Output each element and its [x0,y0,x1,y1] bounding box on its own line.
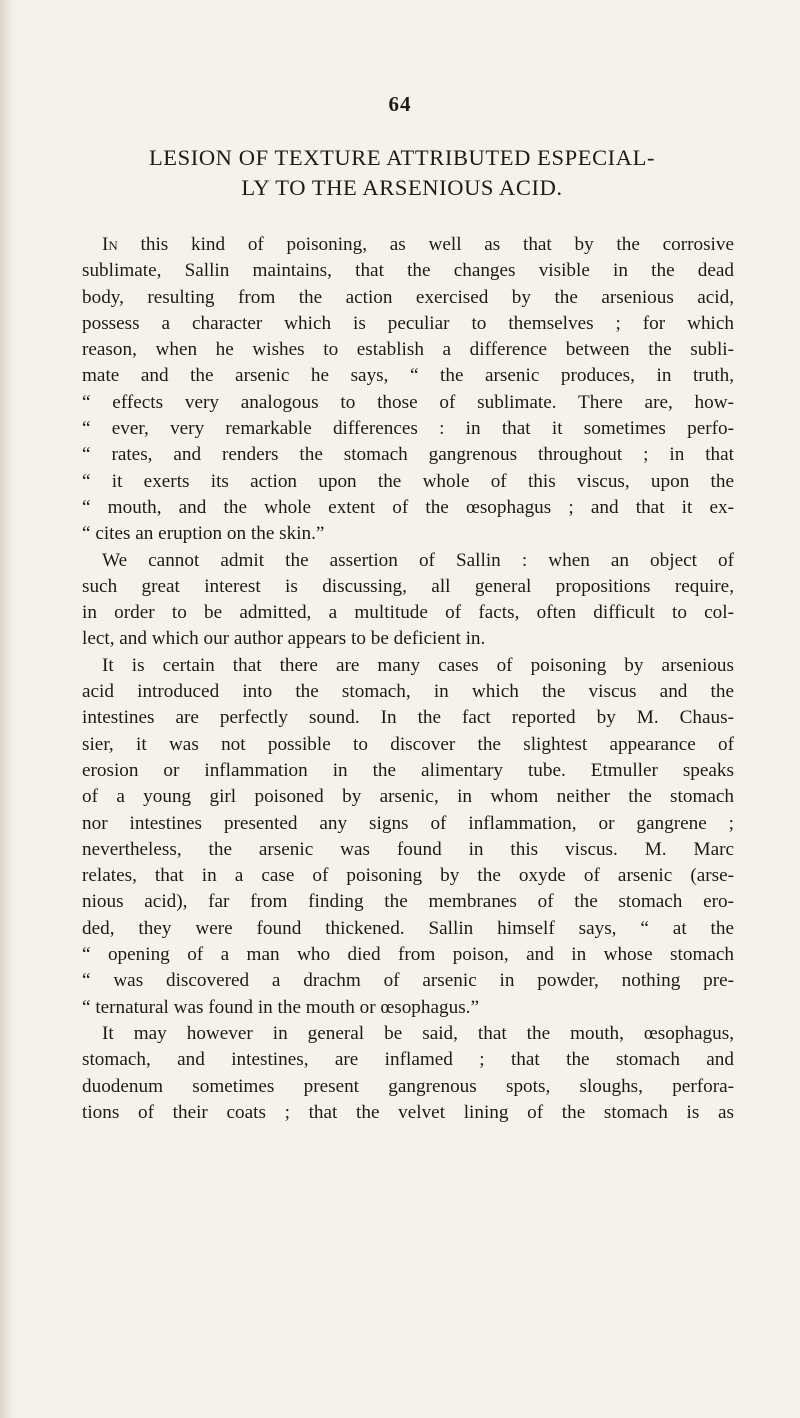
page-number: 64 [388,92,412,116]
text-line: In this kind of poisoning, as well as that by the corrosive [102,234,734,255]
text-line: reason, when he wishes to establish a difference between the subli- [82,339,734,361]
text-line: mate and the arsenic he says, “ the arsenic produces, in truth, [82,365,734,387]
text-line: duodenum sometimes present gangrenous spots, sloughs, perfora- [82,1075,734,1097]
text-line: ded, they were found thickened. Sallin himself says, “ at the [82,917,734,939]
section-heading [82,143,722,203]
text-line: such great interest is discussing, all general propositions require, [82,575,734,597]
text-line: acid introduced into the stomach, in which the viscus and the [82,681,734,703]
text-line: lect, and which our author appears to be deficient in. [82,628,486,650]
text-line: “ opening of a man who died from poison, and in whose stomach [82,944,734,966]
text-line: nor intestines presented any signs of inflammation, or gangrene ; [82,812,734,834]
text-line: It is certain that there are many cases of poisoning by arsenious [102,654,734,676]
text-line: “ was discovered a drachm of arsenic in powder, nothing pre- [82,970,734,992]
opening-word: In [102,234,118,255]
text-line: It may however in general be said, that the mouth, œsophagus, [102,1022,734,1044]
text-line: We cannot admit the assertion of Sallin : when an object of [102,549,734,571]
text-line: “ rates, and renders the stomach gangrenous throughout ; in that [82,444,734,466]
text-line: relates, that in a case of poisoning by the oxyde of arsenic (arse- [82,865,734,887]
text-line: sier, it was not possible to discover the slightest appearance of [82,733,734,755]
text-line: of a young girl poisoned by arsenic, in whom neither the stomach [82,786,734,808]
text-line: nious acid), far from finding the membranes of the stomach ero- [82,891,734,913]
text-line: body, resulting from the action exercised by the arsenious acid, [82,286,734,308]
text-line: erosion or inflammation in the alimentary tube. Etmuller speaks [82,759,734,781]
text-line: “ ternatural was found in the mouth or œsophagus.” [82,996,479,1018]
text-line: “ effects very analogous to those of sublimate. There are, how- [82,391,734,413]
text-line: sublimate, Sallin maintains, that the changes visible in the dead [82,260,734,282]
heading-line-2: LY TO THE ARSENIOUS ACID. [241,175,563,200]
text-line: in order to be admitted, a multitude of facts, often difficult to col- [82,602,734,624]
text-line: “ it exerts its action upon the whole of this viscus, upon the [82,470,734,492]
text-line: possess a character which is peculiar to themselves ; for which [82,312,734,334]
heading-line-1: LESION OF TEXTURE ATTRIBUTED ESPECIAL- [148,145,656,170]
text-line: nevertheless, the arsenic was found in this viscus. M. Marc [82,838,734,860]
text-line: tions of their coats ; that the velvet lining of the stomach is as [82,1101,734,1123]
text-line: “ ever, very remarkable differences : in that it sometimes perfo- [82,418,734,440]
body-text [82,232,734,1126]
text-line: intestines are perfectly sound. In the fact reported by M. Chaus- [82,707,734,729]
page-edge [0,0,14,1418]
text-line: “ mouth, and the whole extent of the œsophagus ; and that it ex- [82,496,734,518]
text-line: “ cites an eruption on the skin.” [82,523,325,545]
text-line: stomach, and intestines, are inflamed ; that the stomach and [82,1049,734,1071]
